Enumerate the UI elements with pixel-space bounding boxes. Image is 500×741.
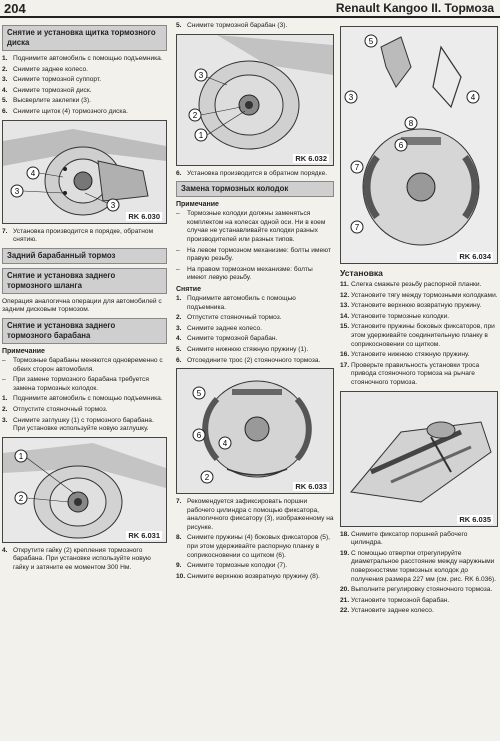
figure-caption: RK 6.031 — [128, 530, 160, 540]
step-number: 2. — [176, 314, 182, 322]
brake-drum-illustration — [3, 438, 166, 542]
step-number: 13. — [340, 302, 350, 310]
step-number: 21. — [340, 596, 350, 604]
step-text: Отпустите стояночный тормоз. — [187, 314, 282, 322]
page-header — [0, 0, 500, 17]
step-text: Установите тормозные колодки. — [351, 312, 450, 320]
note-dash: – — [176, 265, 180, 273]
step-number: 1. — [176, 294, 182, 302]
step-item — [340, 586, 498, 595]
figure-rk6031 — [2, 437, 167, 543]
page-number: 204 — [4, 1, 26, 16]
step-text: Снимите тормозной суппорт. — [13, 76, 102, 84]
figure-rk6030 — [2, 120, 167, 224]
step-text: С помощью отвертки отрегулируйте диаметральное расстояние между наружными поверхностями тормозных колодок до получения размера 227 мм (см. рис. RK 6.036). — [351, 549, 496, 583]
step-text: Снимите заднее колесо. — [13, 65, 88, 73]
step-number: 7. — [176, 498, 182, 506]
note-dash: – — [2, 376, 6, 384]
step-text: Снимите фиксатор поршней рабочего цилиндра. — [351, 530, 468, 547]
note-item — [2, 357, 167, 374]
section-heading: Снятие и установка щитка тормозного диска — [2, 25, 167, 51]
callout-label: 2 — [192, 110, 198, 120]
step-number: 1. — [2, 395, 8, 403]
step-text: Снимите щиток (4) тормозного диска. — [13, 107, 128, 115]
step-list — [2, 55, 167, 117]
step-number: 2. — [2, 405, 8, 413]
step-text: Снимите верхнюю возвратную пружину (8). — [187, 572, 320, 580]
step-text: Рекомендуется зафиксировать поршни рабочего цилиндра с помощью фиксатора, аналогичного фиксатору (3), изображенному на рисунке. — [187, 498, 334, 531]
install-label: Установка — [340, 268, 383, 278]
step-list — [340, 281, 498, 388]
column-3 — [340, 22, 498, 618]
step-number: 17. — [340, 361, 350, 369]
section-heading: Снятие и установка заднего тормозного барабана — [2, 318, 167, 344]
callout-label: 7 — [354, 223, 360, 232]
step-text: Выполните регулировку стояночного тормоза. — [351, 586, 493, 594]
brake-shoes-illustration — [177, 369, 333, 493]
step-item — [340, 607, 498, 616]
step-number: 5. — [2, 97, 8, 105]
step-text: Отсоедините трос (2) стояночного тормоза. — [187, 356, 321, 364]
step-number: 3. — [2, 416, 8, 424]
step-text: Снимите тормозной барабан. — [187, 335, 278, 343]
step-item — [2, 108, 167, 117]
step-text: Снимите тормозной диск. — [13, 86, 92, 94]
step-number: 15. — [340, 323, 350, 331]
callout-label: 3 — [14, 186, 20, 196]
brake-disc-shield-illustration — [3, 121, 166, 223]
brake-assembly-illustration — [341, 27, 497, 263]
figure-caption: RK 6.030 — [128, 211, 160, 221]
note-item — [176, 266, 334, 283]
figure-caption: RK 6.034 — [459, 252, 491, 261]
drum-removal-illustration — [177, 35, 333, 165]
step-item — [340, 302, 498, 311]
step-item — [340, 531, 498, 548]
figure-rk6032 — [176, 34, 334, 166]
step-item — [176, 325, 334, 334]
step-item — [2, 395, 167, 404]
step-number: 3. — [176, 324, 182, 332]
step-text: Снимите заглушку (1) с тормозного барабана. При установке используйте новую заглушку. — [13, 416, 154, 433]
column-1 — [2, 22, 167, 574]
note-item — [2, 376, 167, 393]
step-item: 4. Открутите гайку (2) крепления тормозного барабана. При установке используйте новую гайку и затяните ее моментом 300 Нм. — [2, 546, 151, 571]
step-item — [176, 346, 334, 355]
step-item — [2, 417, 167, 434]
step-text: Установите верхнюю возвратную пружину. — [351, 302, 482, 310]
step-item — [2, 87, 167, 96]
step-number: 16. — [340, 351, 350, 359]
note-dash: – — [2, 356, 6, 364]
step-text: Снимите заднее колесо. — [187, 324, 262, 332]
step-item — [176, 335, 334, 344]
step-item — [340, 362, 498, 388]
note-text: На правом тормозном механизме: болты имеют левую резьбу. — [187, 265, 313, 282]
step-text: Проверьте правильность установки троса привода стояночного тормоза на рычаге стояночного тормоза. — [351, 361, 480, 386]
step-text: Снимите нижнюю стяжную пружину (1). — [187, 345, 309, 353]
step-list — [340, 531, 498, 616]
note-item — [176, 210, 334, 244]
step-item — [176, 357, 334, 366]
shoe-adjustment-illustration — [341, 392, 497, 526]
step-item — [176, 498, 334, 532]
step-text: Установите тягу между тормозными колодками. — [351, 291, 498, 299]
step-item — [340, 351, 498, 360]
step-number: 5. — [176, 345, 182, 353]
column-2 — [176, 22, 334, 583]
callout-label: 1 — [198, 130, 204, 140]
step-number: 10. — [176, 572, 186, 580]
step-item: 7. Установка производится в порядке, обратном снятию. — [2, 227, 154, 244]
callout-label: 4 — [30, 168, 36, 178]
note-label: Примечание — [2, 347, 45, 355]
step-item — [176, 314, 334, 323]
callout-label: 2 — [204, 473, 210, 483]
step-item — [340, 597, 498, 606]
callout-label: 5 — [196, 389, 202, 399]
step-item — [340, 292, 498, 301]
callout-label: 4 — [222, 439, 228, 449]
paragraph: Операция аналогична операции для автомобилей с задним дисковым тормозом. — [2, 297, 162, 314]
step-item: 6. Установка производится в обратном порядке. — [176, 169, 328, 177]
step-text: Отпустите стояночный тормоз. — [13, 405, 108, 413]
figure-rk6035 — [340, 391, 498, 527]
figure-rk6033 — [176, 368, 334, 494]
step-number: 8. — [176, 534, 182, 542]
step-item — [2, 76, 167, 85]
callout-label: 5 — [368, 37, 374, 46]
step-number: 9. — [176, 562, 182, 570]
step-item — [2, 66, 167, 75]
step-item — [2, 97, 167, 106]
step-list — [176, 295, 334, 365]
step-number: 19. — [340, 549, 350, 557]
note-label: Примечание — [176, 201, 219, 209]
section-heading: Замена тормозных колодок — [176, 181, 334, 197]
callout-label: 3 — [198, 70, 204, 80]
note-dash: – — [176, 246, 180, 254]
step-list — [176, 498, 334, 581]
step-text: Установите тормозной барабан. — [351, 596, 450, 604]
step-item — [340, 323, 498, 349]
step-item: 5. Снимите тормозной барабан (3). — [176, 22, 288, 29]
step-number: 6. — [2, 107, 8, 115]
step-number: 22. — [340, 607, 350, 615]
page-title: Renault Kangoo II. Тормоза — [335, 1, 494, 15]
step-text: Установите нижнюю стяжную пружину. — [351, 351, 470, 359]
step-number: 3. — [2, 76, 8, 84]
step-item — [340, 313, 498, 322]
step-item — [340, 550, 498, 584]
note-text: На левом тормозном механизме: болты имеют правую резьбу. — [187, 246, 331, 263]
note-list — [2, 357, 167, 393]
step-number: 2. — [2, 65, 8, 73]
note-item — [176, 247, 334, 264]
step-text: Поднимите автомобиль с помощью подъемника. — [13, 395, 163, 403]
step-item — [176, 562, 334, 571]
step-list — [2, 395, 167, 433]
step-text: Установите пружины боковых фиксаторов, при этом удерживайте соединительную планку в соприкосновении со щитком. — [351, 323, 495, 348]
callout-label: 1 — [18, 451, 24, 461]
callout-label: 3 — [348, 93, 354, 102]
step-text: Установите заднее колесо. — [351, 607, 434, 615]
callout-label: 3 — [110, 200, 116, 210]
step-text: Высверлите заклепки (3). — [13, 97, 91, 105]
step-item — [2, 406, 167, 415]
header-rule — [0, 16, 500, 18]
callout-label: 6 — [196, 431, 202, 441]
step-item — [2, 55, 167, 64]
figure-caption: RK 6.032 — [295, 153, 327, 163]
step-text: Слегка смажьте резьбу распорной планки. — [351, 281, 482, 288]
note-text: Тормозные барабаны меняются одновременно с обеих сторон автомобиля. — [13, 356, 163, 373]
step-item — [340, 281, 498, 290]
note-dash: – — [176, 210, 180, 218]
step-text: Снимите тормозные колодки (7). — [187, 562, 288, 570]
callout-label: 2 — [18, 493, 24, 503]
step-number: 4. — [2, 86, 8, 94]
step-number: 4. — [176, 335, 182, 343]
step-number: 11. — [340, 281, 349, 288]
step-number: 18. — [340, 530, 350, 538]
removal-label: Снятие — [176, 285, 201, 293]
step-number: 14. — [340, 312, 350, 320]
figure-caption: RK 6.033 — [295, 482, 327, 492]
step-item — [176, 573, 334, 582]
step-text: Снимите пружины (4) боковых фиксаторов (5), при этом удерживайте распорную планку в соприкосновении со щитком (6). — [187, 534, 330, 559]
callout-label: 7 — [354, 163, 360, 172]
callout-label: 6 — [398, 141, 404, 150]
figure-rk6034 — [340, 26, 498, 264]
step-number: 20. — [340, 586, 350, 594]
step-number: 12. — [340, 291, 350, 299]
step-item — [176, 295, 334, 312]
callout-label: 4 — [470, 93, 476, 102]
section-heading: Задний барабанный тормоз — [2, 248, 167, 264]
step-text: Поднимите автомобиль с помощью подъемника. — [187, 294, 296, 311]
figure-caption: RK 6.035 — [459, 514, 491, 524]
step-item — [176, 534, 334, 560]
callout-label: 8 — [408, 119, 414, 128]
note-text: Тормозные колодки должны заменяться комплектом на колесах одной оси. Ни в коем случае не устанавливайте колодки разных производителей или разных типов. — [187, 210, 326, 243]
step-number: 6. — [176, 356, 182, 364]
note-text: При замене тормозного барабана требуется замена тормозных колодок. — [13, 376, 149, 392]
note-list — [176, 210, 334, 283]
step-number: 1. — [2, 55, 8, 62]
step-text: Поднимите автомобиль с помощью подъемника. — [13, 55, 163, 62]
section-heading: Снятие и установка заднего тормозного шланга — [2, 268, 167, 294]
